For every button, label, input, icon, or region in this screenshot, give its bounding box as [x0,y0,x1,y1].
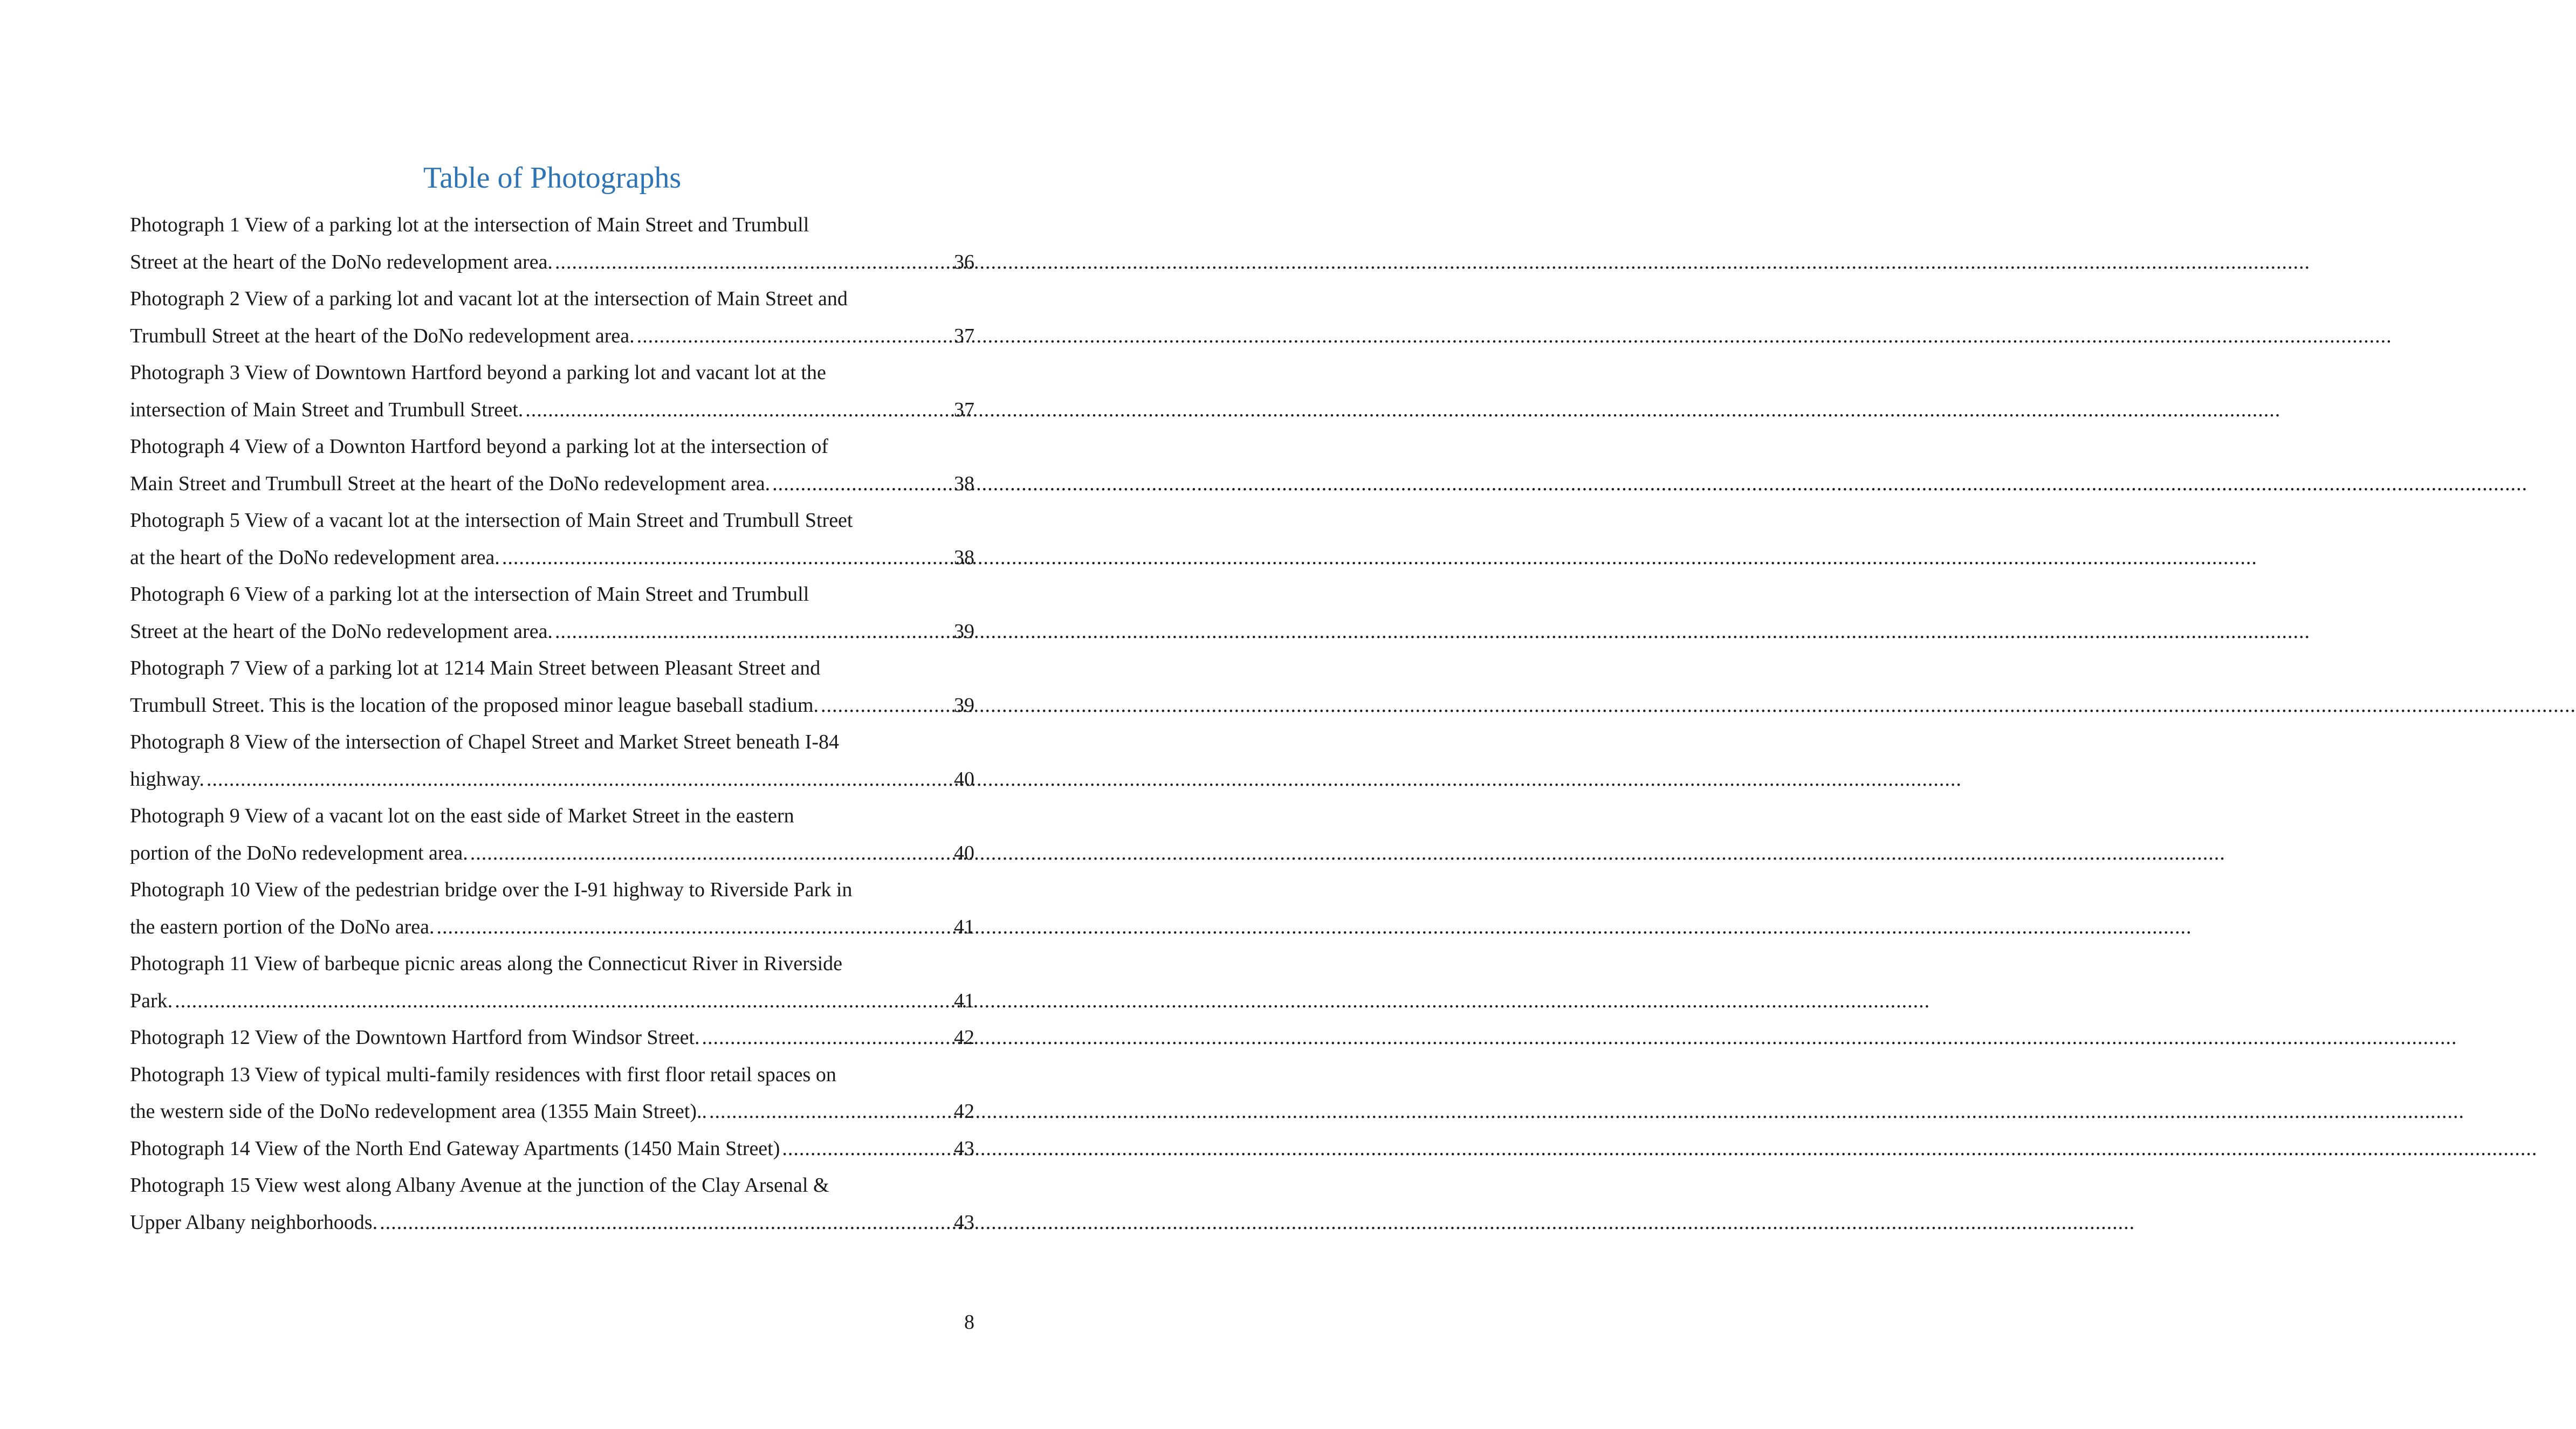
toc-entry-line [130,687,974,724]
toc-entry-line [130,1167,974,1204]
toc-entry[interactable] [130,1056,974,1130]
toc-entry-page-number[interactable]: 42 [954,1026,974,1049]
toc-entry-page-number[interactable]: 43 [954,1137,974,1160]
toc-entry-line [130,724,974,761]
toc-entry[interactable] [130,1130,974,1167]
dot-leader [709,1093,953,1130]
toc-entry-line [130,613,974,650]
toc-entry-line [130,871,974,909]
toc-entry[interactable] [130,502,974,576]
toc-entry-line [130,798,974,835]
toc-entry-text: Park. [130,989,173,1012]
toc-entry-page-number[interactable]: 41 [954,989,974,1012]
toc-entry-line [130,354,974,391]
toc-entry-text: Photograph 8 View of the intersection of Chapel Street and Market Street beneath I-84 [130,731,840,753]
toc-entry-page-number[interactable]: 40 [954,841,974,864]
dot-leader [772,465,953,503]
toc-entry-line [130,1093,974,1130]
toc-entry[interactable] [130,945,974,1019]
toc-entry-text: Upper Albany neighborhoods. [130,1211,378,1234]
toc-entry-line [130,539,974,576]
dot-leader [207,761,953,798]
toc-entry[interactable] [130,724,974,798]
toc-entry-line [130,835,974,872]
toc-entry[interactable] [130,280,974,354]
toc-entry-text: Photograph 10 View of the pedestrian bridge over the I-91 highway to Riverside Park in [130,878,853,901]
toc-entry-page-number[interactable]: 37 [954,398,974,421]
toc-entry-page-number[interactable]: 39 [954,620,974,643]
toc-entry-text: Photograph 5 View of a vacant lot at the intersection of Main Street and Trumbull Street [130,509,853,532]
toc-entry[interactable] [130,207,974,280]
toc-entry-text: Photograph 4 View of a Downton Hartford beyond a parking lot at the intersection of [130,435,829,458]
dot-leader [437,909,953,946]
dot-leader [702,1019,953,1056]
toc-entry[interactable] [130,871,974,945]
toc-entry-text: Photograph 14 View of the North End Gateway Apartments (1450 Main Street) [130,1137,780,1160]
toc-entry-line [130,945,974,983]
dot-leader [470,835,953,872]
toc-entry-text: Photograph 15 View west along Albany Avenue at the junction of the Clay Arsenal & [130,1174,829,1197]
toc-entry-text: Trumbull Street. This is the location of the proposed minor league baseball stadium. [130,693,819,717]
toc-list [130,207,974,1241]
toc-entry-text: Photograph 1 View of a parking lot at the intersection of Main Street and Trumbull [130,214,809,236]
toc-entry-text: Photograph 7 View of a parking lot at 1214 Main Street between Pleasant Street and [130,657,821,679]
toc-entry-page-number[interactable]: 42 [954,1100,974,1123]
toc-entry[interactable] [130,576,974,650]
dot-leader [525,391,953,429]
toc-entry-text: Trumbull Street at the heart of the DoNo redevelopment area. [130,324,635,347]
dot-leader [502,539,953,576]
toc-entry-page-number[interactable]: 41 [954,915,974,938]
toc-entry-line [130,650,974,687]
toc-entry-page-number[interactable]: 38 [954,546,974,569]
toc-entry-text: the western side of the DoNo redevelopment area (1355 Main Street).. [130,1100,707,1123]
toc-entry-page-number[interactable]: 36 [954,250,974,273]
toc-entry[interactable] [130,650,974,724]
toc-entry-page-number[interactable]: 39 [954,693,974,717]
toc-entry[interactable] [130,354,974,428]
page-number: 8 [964,1311,974,1334]
toc-entry-text: Photograph 13 View of typical multi-family residences with first floor retail spaces on [130,1063,836,1086]
toc-entry-line [130,207,974,244]
dot-leader [782,1130,953,1167]
page-title: Table of Photographs [423,161,682,195]
toc-entry-text: intersection of Main Street and Trumbull Street. [130,398,524,421]
toc-entry-text: Photograph 2 View of a parking lot and vacant lot at the intersection of Main Street and [130,287,848,310]
toc-entry-line [130,391,974,429]
toc-entry-text: Photograph 12 View of the Downtown Hartford from Windsor Street. [130,1026,700,1049]
toc-entry-text: Street at the heart of the DoNo redevelopment area. [130,620,553,643]
dot-leader [637,318,953,355]
toc-entry-page-number[interactable]: 43 [954,1211,974,1234]
dot-leader [821,687,953,724]
toc-entry-line [130,983,974,1020]
toc-entry-page-number[interactable]: 40 [954,767,974,791]
toc-entry-text: Main Street and Trumbull Street at the heart of the DoNo redevelopment area. [130,472,771,495]
toc-entry-line [130,502,974,539]
toc-entry-line [130,318,974,355]
toc-entry-line [130,761,974,798]
toc-entry-line [130,280,974,318]
toc-entry-page-number[interactable]: 37 [954,324,974,347]
toc-entry-line [130,576,974,613]
toc-entry[interactable] [130,798,974,871]
toc-entry-line [130,428,974,465]
toc-entry-line [130,244,974,281]
dot-leader [380,1204,953,1241]
dot-leader [175,983,953,1020]
toc-entry[interactable] [130,428,974,502]
toc-entry-line [130,1056,974,1094]
toc-entry-line [130,1019,974,1056]
toc-entry-line [130,1204,974,1241]
dot-leader [555,613,953,650]
toc-entry-text: Photograph 3 View of Downtown Hartford beyond a parking lot and vacant lot at the [130,361,826,384]
toc-entry-text: at the heart of the DoNo redevelopment area. [130,546,500,569]
toc-entry[interactable] [130,1167,974,1241]
toc-entry-text: the eastern portion of the DoNo area. [130,915,435,938]
toc-entry-text: Photograph 6 View of a parking lot at the intersection of Main Street and Trumbull [130,583,809,606]
toc-entry[interactable] [130,1019,974,1056]
toc-entry-text: Photograph 11 View of barbeque picnic areas along the Connecticut River in Riverside [130,952,843,975]
toc-entry-line [130,1130,974,1167]
toc-entry-line [130,465,974,503]
document-page [0,0,1104,1429]
dot-leader [555,244,953,281]
toc-entry-line [130,909,974,946]
toc-entry-text: portion of the DoNo redevelopment area. [130,841,468,864]
toc-entry-text: Photograph 9 View of a vacant lot on the east side of Market Street in the eastern [130,805,794,827]
toc-entry-page-number[interactable]: 38 [954,472,974,495]
toc-entry-text: Street at the heart of the DoNo redevelopment area. [130,250,553,273]
toc-entry-text: highway. [130,767,204,791]
